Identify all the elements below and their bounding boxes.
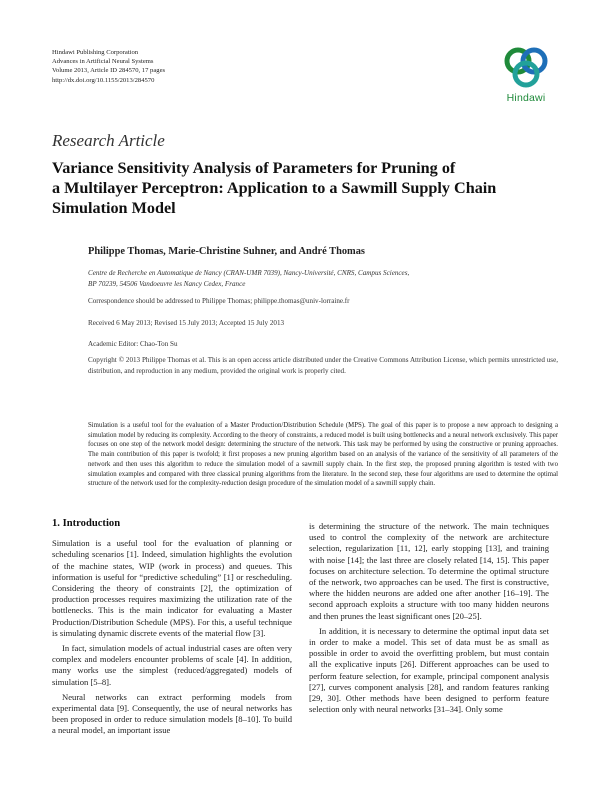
received-dates: Received 6 May 2013; Revised 15 July 2013; Accepted 15 July 2013 (88, 319, 285, 327)
title-line: Variance Sensitivity Analysis of Parameters for Pruning of (52, 159, 456, 177)
paragraph: In fact, simulation models of actual industrial cases are often very complex and modelers encounter problems of scale [4]. In addition, many works use the simplest (reduced/aggregated) models of simulation [5–8]. (52, 643, 292, 687)
paragraph: In addition, it is necessary to determine the optimal input data set in order to make a model. This set of data must be as small as possible in order to avoid the overfitting problem, but must contain all the explicative inputs [26]. Different approaches can be used to perform feature selection, for example, principal component analysis [27], curves component analysis [28], and random features ranking [29, 30]. Other methods have been designed to perform feature selection only with neural networks [31–34]. Only some (309, 625, 549, 715)
paragraph: is determining the structure of the network. The main techniques used to control the complexity of the network are architecture selection, regularization [11, 12], early stopping [13], and training with noise [14]; the last three are closely related [14, 15]. This paper focuses on architecture selection. To determine the optimal structure of the network, two approaches can be used. The first is constructive, where the hidden neurons are added one after another [16–19]. The second approach exploits a structure with too many hidden neurons and then prunes the least significant ones [20–25]. (309, 521, 549, 621)
copyright-notice: Copyright © 2013 Philippe Thomas et al. This is an open access article distributed under the Creative Commons Attribution License, which permits unrestricted use, distribution, and reproduction in any medium, provided the original work is properly cited. (88, 356, 558, 375)
correspondence: Correspondence should be addressed to Philippe Thomas; philippe.thomas@univ-lorraine.fr (88, 297, 350, 305)
brand-name: Hindawi (506, 92, 546, 104)
paragraph: Neural networks can extract performing models from experimental data [9]. Consequently, the use of neural networks has been proposed in order to reduce simulation models [8–10]. To build a neural model, an important issue (52, 691, 292, 736)
affiliation-line: BP 70239, 54506 Vandoeuvre les Nancy Cedex, France (88, 279, 246, 288)
affiliation (88, 268, 558, 289)
title-line: a Multilayer Perceptron: Application to a Sawmill Supply Chain (52, 179, 497, 197)
hindawi-logo (496, 44, 556, 108)
hindawi-logo-icon (496, 44, 556, 92)
volume-info: Volume 2013, Article ID 284570, 17 pages (52, 67, 166, 75)
article-type: Research Article (52, 131, 165, 150)
doi-link[interactable]: http://dx.doi.org/10.1155/2013/284570 (52, 76, 155, 84)
journal-header (52, 48, 165, 85)
affiliation-line: Centre de Recherche en Automatique de Nancy (CRAN-UMR 7039), Nancy-Université, CNRS, Campus Sciences, (88, 269, 410, 277)
paragraph: Simulation is a useful tool for the evaluation of planning or scheduling scenarios [1]. Indeed, simulation highlights the evolution of the machine states, WIP (work in process) and queues. This information is useful for “predictive scheduling” [1] or rescheduling. Considering the theory of constraints [2], the optimization of production processes requires maximizing the utilization rate of the bottlenecks. This is the main indicator for evaluating a Master Production/Distribution Schedule (MPS). For this, a useful technique is simulating dynamic discrete events of the material flow [3]. (52, 538, 292, 638)
right-column (309, 521, 549, 715)
authors: Philippe Thomas, Marie-Christine Suhner, and André Thomas (88, 246, 365, 257)
publisher: Hindawi Publishing Corporation (52, 49, 139, 56)
academic-editor: Academic Editor: Chao-Ton Su (88, 340, 178, 348)
title-line: Simulation Model (52, 199, 176, 217)
left-column (52, 518, 292, 737)
section-heading: 1. Introduction (52, 518, 121, 529)
paper-title (52, 158, 557, 218)
abstract: Simulation is a useful tool for the evaluation of a Master Production/Distribution Schedule (MPS). The goal of this paper is to propose a new approach to designing a simulation model by reducing its complexity. According to the theory of constraints, a reduced model is built using bottlenecks and a neural network exclusively. This paper focuses on one step of the network model design: determining the structure of the network. This task may be performed by using the constructive or pruning approaches. The main contribution of this paper is twofold; it first proposes a new pruning algorithm based on an analysis of the variance of the sensitivity of all parameters of the network and then uses this algorithm to reduce the simulation model of a sawmill supply chain. In the first step, the proposed pruning algorithm is tested with two simulation examples and compared with three classical pruning algorithms from the literature. In the second step, these four algorithms are used to determine the optimal structure of the network used for the complexity-reduction design procedure of the simulation model of a sawmill supply chain. (88, 422, 558, 488)
journal-name: Advances in Artificial Neural Systems (52, 58, 154, 66)
